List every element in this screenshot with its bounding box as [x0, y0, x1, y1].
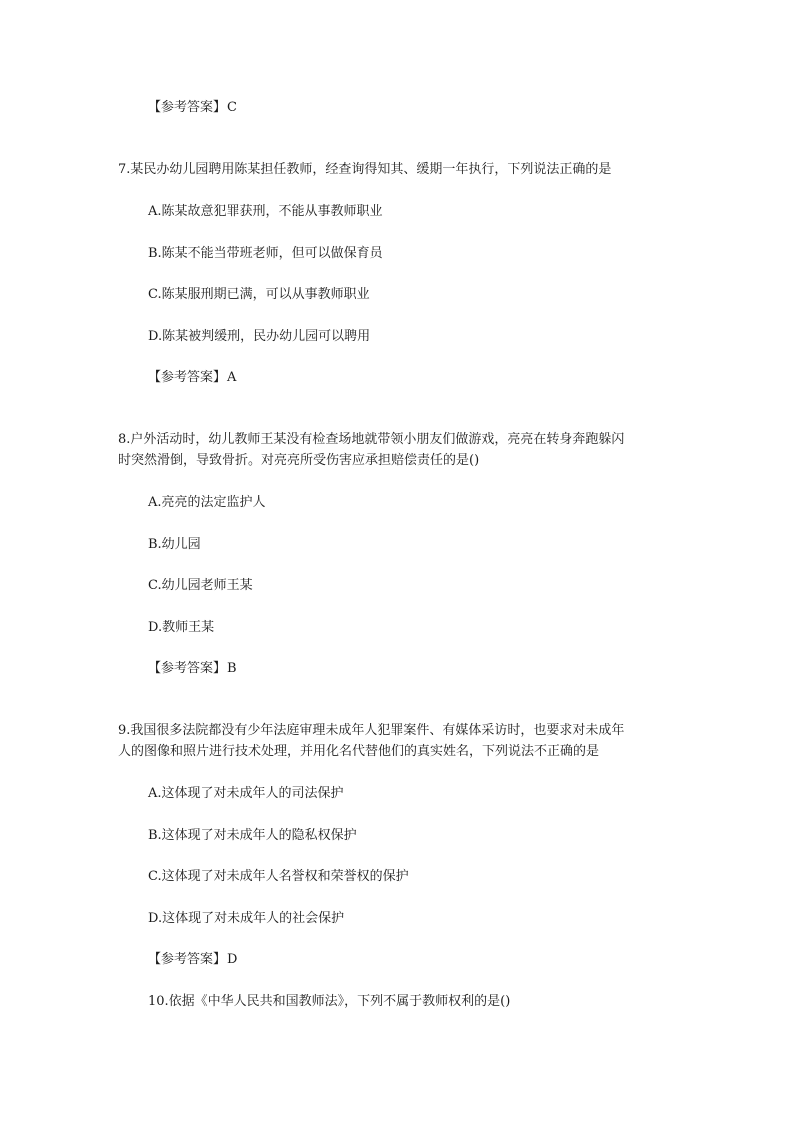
question-9-option-b: B.这体现了对未成年人的隐私权保护: [148, 828, 357, 843]
question-9-option-a: A.这体现了对未成年人的司法保护: [148, 786, 344, 801]
answer-value: C: [227, 100, 237, 115]
answer-line-q7: [148, 369, 236, 387]
question-8-option-a: A.亮亮的法定监护人: [148, 495, 266, 510]
question-8-option-b: B.幼儿园: [148, 537, 201, 552]
question-7-option-a: A.陈某故意犯罪获刑，不能从事教师职业: [148, 204, 383, 219]
question-8-text-line-2: 时突然滑倒，导致骨折。对亮亮所受伤害应承担赔偿责任的是(): [118, 453, 480, 468]
question-9-text-line-2: 人的图像和照片进行技术处理，并用化名代替他们的真实姓名，下列说法不正确的是: [118, 744, 600, 759]
question-7-option-c: C.陈某服刑期已满，可以从事教师职业: [148, 287, 370, 302]
question-10-text: 10.依据《中华人民共和国教师法》，下列不属于教师权利的是(): [148, 994, 511, 1009]
question-7-option-b: B.陈某不能当带班老师，但可以做保育员: [148, 246, 383, 261]
answer-value: D: [227, 952, 238, 967]
question-9-text-line-1: 9.我国很多法院都没有少年法庭审理未成年人犯罪案件、有媒体采访时，也要求对未成年: [118, 723, 625, 738]
question-7-option-d: D.陈某被判缓刑，民办幼儿园可以聘用: [148, 329, 371, 344]
question-8-option-d: D.教师王某: [148, 620, 215, 635]
question-8-option-c: C.幼儿园老师王某: [148, 578, 253, 593]
answer-label: 【参考答案】: [148, 100, 227, 115]
answer-value: B: [227, 661, 237, 676]
answer-line-q8: [148, 660, 237, 678]
answer-line-q9: [148, 951, 237, 969]
question-8-text-line-1: 8.户外活动时，幼儿教师王某没有检查场地就带领小朋友们做游戏，亮亮在转身奔跑躲闪: [118, 432, 625, 447]
answer-label: 【参考答案】: [148, 952, 227, 967]
question-9-option-c: C.这体现了对未成年人名誉权和荣誉权的保护: [148, 869, 409, 884]
answer-label: 【参考答案】: [148, 370, 227, 385]
question-9-option-d: D.这体现了对未成年人的社会保护: [148, 911, 345, 926]
question-7-text: 7.某民办幼儿园聘用陈某担任教师，经查询得知其、缓期一年执行，下列说法正确的是: [118, 162, 612, 177]
answer-label: 【参考答案】: [148, 661, 227, 676]
answer-line-q6: [148, 99, 237, 117]
answer-value: A: [227, 370, 237, 385]
